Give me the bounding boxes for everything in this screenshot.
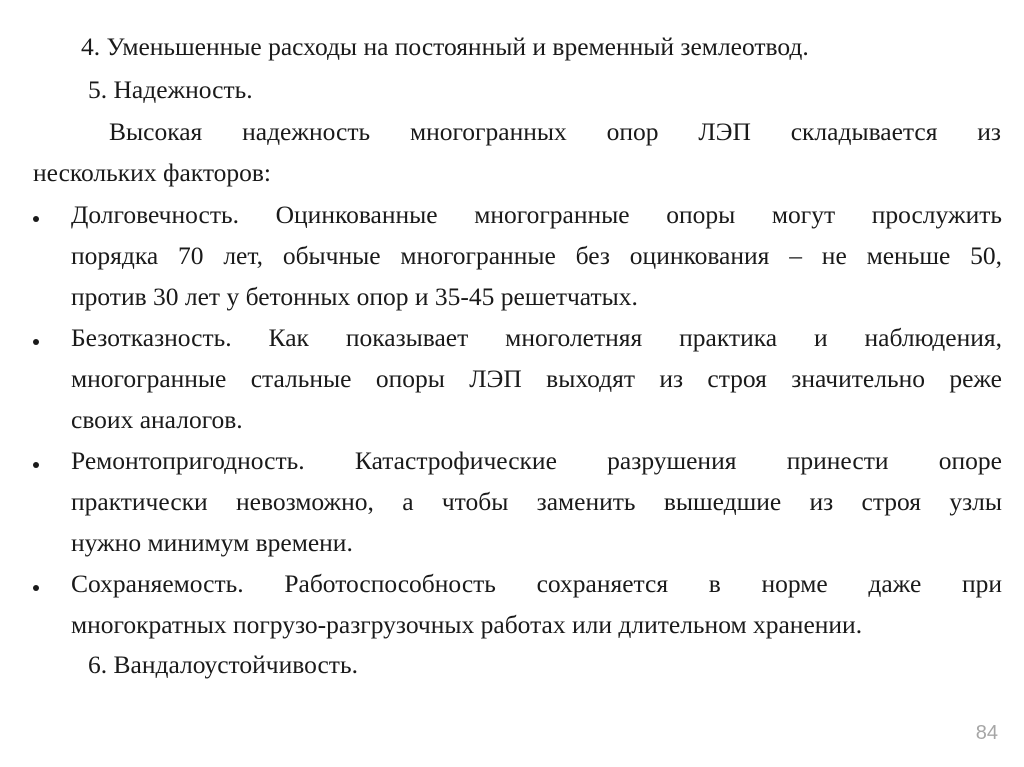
heading-6: 6. Вандалоустойчивость.: [88, 650, 358, 679]
intro-paragraph-line-2: нескольких факторов:: [33, 158, 272, 187]
bullet-dot-icon: [33, 339, 39, 345]
bullet-text-line: многогранные стальные опоры ЛЭП выходят из строя значительно реже: [71, 364, 1002, 393]
bullet-text-line: порядка 70 лет, обычные многогранные без оцинкования – не меньше 50,: [71, 241, 1002, 270]
bullet-dot-icon: [33, 216, 39, 222]
bullet-text-line: Безотказность. Как показывает многолетняя практика и наблюдения,: [71, 323, 1002, 352]
bullet-text-line: против 30 лет у бетонных опор и 35-45 решетчатых.: [71, 282, 638, 311]
bullet-text-line: многократных погрузо-разгрузочных работах или длительном хранении.: [71, 610, 863, 639]
bullet-text-line: Долговечность. Оцинкованные многогранные опоры могут прослужить: [71, 200, 1002, 229]
bullet-text-line: практически невозможно, а чтобы заменить вышедшие из строя узлы: [71, 487, 1002, 516]
heading-5: 5. Надежность.: [88, 75, 253, 104]
heading-4: 4. Уменьшенные расходы на постоянный и временный землеотвод.: [81, 32, 809, 61]
bullet-text-line: нужно минимум времени.: [71, 528, 353, 557]
bullet-text-line: Сохраняемость. Работоспособность сохраняется в норме даже при: [71, 569, 1002, 598]
page-number: 84: [975, 722, 998, 744]
intro-paragraph-line-1: Высокая надежность многогранных опор ЛЭП складывается из: [109, 117, 1001, 146]
bullet-text-line: Ремонтопригодность. Катастрофические разрушения принести опоре: [71, 446, 1002, 475]
bullet-dot-icon: [33, 585, 39, 591]
bullet-dot-icon: [33, 462, 39, 468]
bullet-text-line: своих аналогов.: [71, 405, 243, 434]
